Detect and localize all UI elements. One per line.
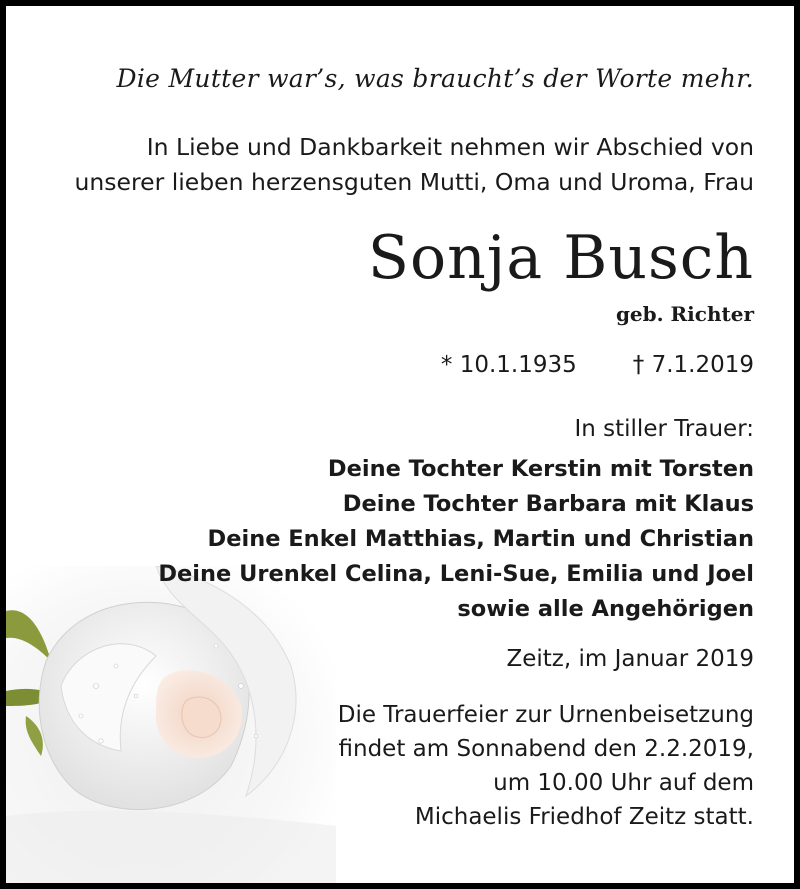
intro-text	[75, 130, 755, 200]
mourner-line: Deine Tochter Barbara mit Klaus	[342, 491, 754, 517]
motto: Die Mutter war’s, was braucht’s der Worte mehr.	[116, 64, 754, 93]
funeral-info	[338, 698, 754, 834]
mourning-heading: In stiller Trauer:	[574, 416, 754, 442]
mourner-line: Deine Tochter Kerstin mit Torsten	[327, 456, 754, 482]
mourners-list	[158, 452, 754, 627]
funeral-line: um 10.00 Uhr auf dem	[493, 770, 754, 796]
death-date: † 7.1.2019	[632, 352, 754, 378]
mourner-line: sowie alle Angehörigen	[457, 596, 754, 622]
maiden-name: geb. Richter	[615, 302, 754, 326]
obituary-card	[6, 6, 794, 883]
intro-line: unserer lieben herzensguten Mutti, Oma und Uroma, Frau	[74, 168, 754, 196]
life-dates	[441, 352, 754, 378]
funeral-line: findet am Sonnabend den 2.2.2019,	[338, 736, 754, 762]
intro-line: In Liebe und Dankbarkeit nehmen wir Abschied von	[146, 133, 754, 161]
mourner-line: Deine Enkel Matthias, Martin und Christian	[207, 526, 754, 552]
funeral-line: Die Trauerfeier zur Urnenbeisetzung	[337, 702, 754, 728]
birth-date: * 10.1.1935	[440, 352, 577, 378]
place-date: Zeitz, im Januar 2019	[506, 646, 754, 672]
deceased-name: Sonja Busch	[367, 223, 754, 293]
mourner-line: Deine Urenkel Celina, Leni-Sue, Emilia und Joel	[158, 561, 754, 587]
funeral-line: Michaelis Friedhof Zeitz statt.	[414, 804, 754, 830]
